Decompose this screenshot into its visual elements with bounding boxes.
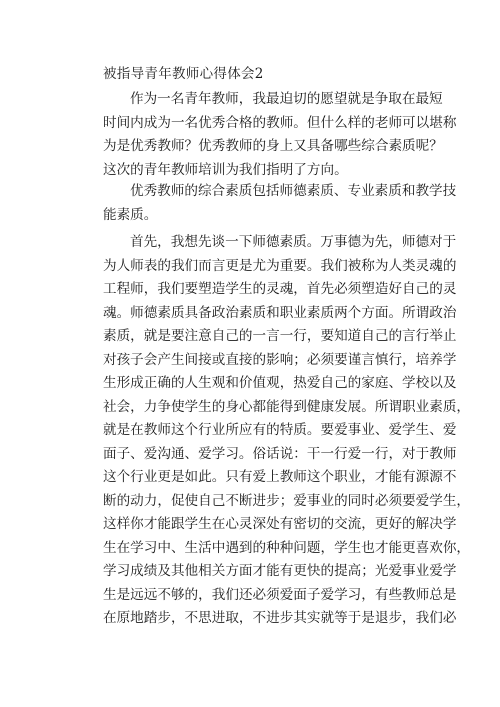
text-line: 素质，就是要注意自己的一言一行，要知道自己的言行举止	[103, 328, 457, 344]
text-line: 学习成绩及其他相关方面才能有更快的提高；光爱事业爱学	[103, 563, 457, 579]
text-line: 生形成正确的人生观和价值观，热爱自己的家庭、学校以及	[103, 375, 457, 391]
text-line: 这次的青年教师培训为我们指明了方向。	[103, 161, 348, 178]
text-line: 对孩子会产生间接或直接的影响；必须要谨言慎行，培养学	[103, 351, 457, 368]
text-line: 时间内成为一名优秀合格的教师。但什么样的老师可以堪称	[103, 114, 457, 131]
text-line: 社会，力争使学生的身心都能得到健康发展。所谓职业素质，	[103, 398, 471, 415]
text-line: 为人师表的我们而言更是尤为重要。我们被称为人类灵魂的	[103, 257, 457, 274]
text-line: 就是在教师这个行业所应有的特质。要爱事业、爱学生、爱	[103, 422, 457, 438]
text-line: 这个行业更是如此。只有爱上教师这个职业，才能有源源不	[103, 469, 457, 485]
text-line: 断的动力，促使自己不断进步；爱事业的同时必须要爱学生，	[103, 492, 471, 509]
document-title: 被指导青年教师心得体会2	[103, 66, 264, 82]
text-line: 首先，我想先谈一下师德素质。万事德为先，师德对于	[130, 234, 457, 250]
text-line: 为是优秀教师？优秀教师的身上又具备哪些综合素质呢？	[103, 138, 443, 154]
text-line: 作为一名青年教师，我最迫切的愿望就是争取在最短	[130, 91, 443, 107]
paragraph-intro	[103, 88, 457, 182]
text-line: 这样你才能跟学生在心灵深处有密切的交流，更好的解决学	[103, 516, 457, 532]
text-line: 面子、爱沟通、爱学习。俗话说：干一行爱一行，对于教师	[103, 445, 457, 462]
paragraph-qualities	[103, 180, 457, 227]
text-line: 优秀教师的综合素质包括师德素质、专业素质和教学技	[130, 183, 457, 199]
paragraph-ethics	[103, 231, 471, 631]
text-line: 魂。师德素质具备政治素质和职业素质两个方面。所谓政治	[103, 304, 457, 321]
text-line: 能素质。	[103, 206, 158, 223]
text-line: 在原地踏步，不思进取，不进步其实就等于是退步，我们必	[103, 610, 457, 626]
text-line: 生在学习中、生活中遇到的种种问题，学生也才能更喜欢你，	[103, 539, 471, 556]
text-line: 工程师，我们要塑造学生的灵魂，首先必须塑造好自己的灵	[103, 281, 457, 297]
text-line: 生是远远不够的，我们还必须爱面子爱学习，有些教师总是	[103, 586, 457, 603]
